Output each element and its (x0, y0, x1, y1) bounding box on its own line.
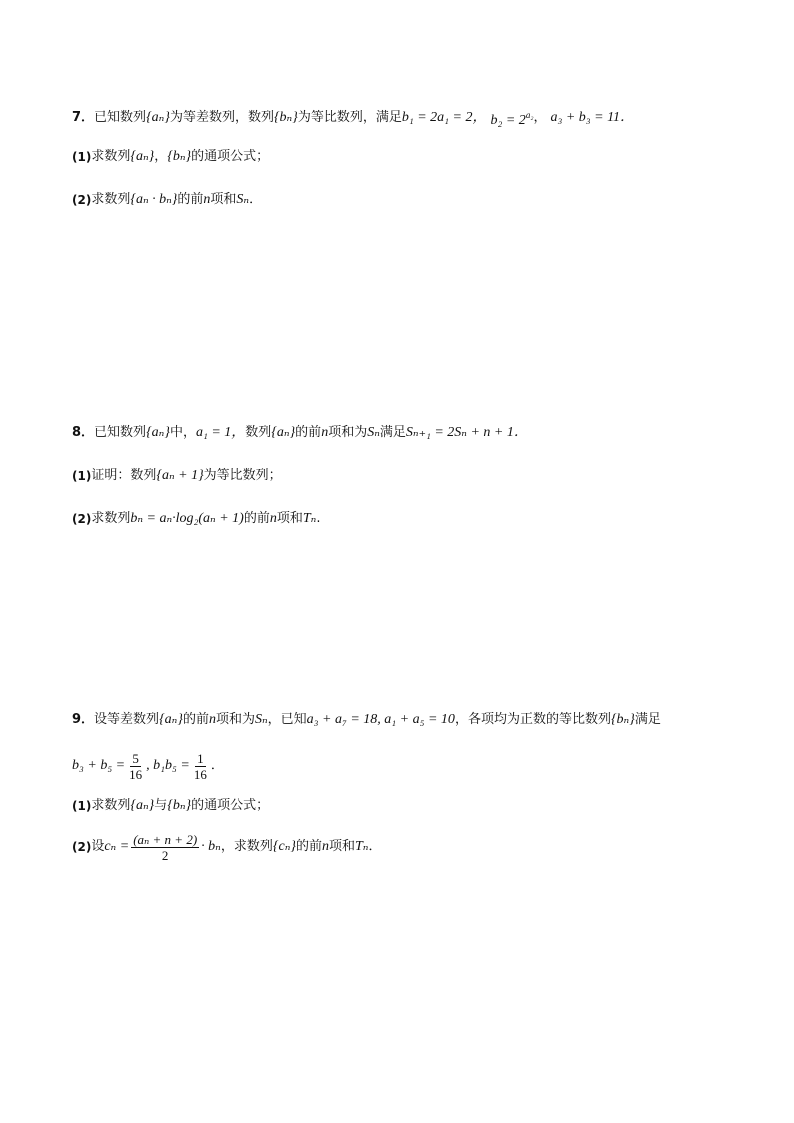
q9-part2-mult: · bₙ (201, 839, 221, 854)
q7-part1-seq-a: {aₙ} (130, 149, 155, 164)
q7-part2-text-b: 的前 (177, 192, 204, 207)
q9-part2-tn: Tₙ (355, 839, 369, 854)
q9-part1-text-c: 的通项公式； (191, 798, 270, 813)
q8-part2-n: n (269, 511, 277, 526)
q9-part2-numerator: (aₙ + n + 2) (133, 831, 198, 847)
q8-number: 8． (72, 425, 95, 440)
q9-part2-cn: cₙ = (104, 839, 130, 854)
q9-sn: Sₙ (254, 712, 268, 727)
q7-eq1: b₁ = 2a₁ = 2， (401, 110, 487, 125)
q9-stem-text-c: 项和为 (215, 712, 255, 727)
q7-part1-text-a: 求数列 (91, 149, 131, 164)
q9-stem-text-e: ，各项均为正数的等比数列 (454, 712, 611, 727)
q8-sn: Sₙ (367, 425, 380, 440)
q8-part1-label: (1) (72, 469, 92, 483)
q7-part1-text-b: ， (154, 149, 168, 164)
q8-seq-a-2: {aₙ} (271, 425, 296, 440)
q8-stem-text-d: 的前 (295, 425, 322, 440)
q8-n: n (321, 425, 329, 440)
q8-part1-text-a: 证明：数列 (91, 468, 157, 483)
q8-stem-text-e: 项和为 (328, 425, 368, 440)
q8-part2-label: (2) (72, 512, 92, 526)
q8-part1-seq: {aₙ + 1} (156, 468, 204, 483)
q7-eq2: $b_2 = 2^{a_2}$ (490, 110, 534, 128)
q9-cond2-mid: , b₁b₅ = (146, 758, 190, 773)
q8-stem-text-a: 已知数列 (94, 425, 147, 440)
q9-cond-end: ． (210, 758, 224, 773)
q7-seq-a: {aₙ} (146, 110, 170, 125)
q8-cond1: a₁ = 1， (195, 425, 246, 440)
q9-cond1: a₃ + a₇ = 18, a₁ + a₅ = 10 (306, 712, 455, 727)
q9-seq-a: {aₙ} (159, 712, 183, 727)
q8-part2 (72, 510, 320, 528)
q9-part2-seq-c: {cₙ} (272, 839, 296, 854)
q8-stem-text-c: 数列 (245, 425, 272, 440)
q9-part2-end: ． (368, 839, 382, 854)
q9-n: n (208, 712, 216, 727)
q7-part1-label: (1) (72, 150, 92, 164)
q7-part1 (72, 148, 269, 166)
q9-stem-text-f: 满足 (634, 712, 661, 727)
q8-seq-a: {aₙ} (146, 425, 170, 440)
q9-stem-text-d: ，已知 (267, 712, 307, 727)
q7-stem-text-a: 已知数列 (94, 110, 147, 125)
q7-part2-seq-ab: {aₙ · bₙ} (130, 192, 178, 207)
q8-part2-text-b: 的前 (243, 511, 270, 526)
q7-stem-text-c: 为等比数列，满足 (297, 110, 402, 125)
q7-part1-text-c: 的通项公式； (191, 149, 270, 164)
q9-number: 9． (72, 712, 95, 727)
q9-part2-text-b: ，求数列 (220, 839, 273, 854)
q9-part2-label: (2) (72, 840, 92, 854)
q9-part2-denominator: 2 (161, 847, 169, 863)
q9-cond2-fraction (127, 751, 144, 782)
q8-part2-tn: Tₙ (302, 511, 317, 526)
q7-part2-end: ． (249, 192, 263, 207)
q9-cond3-numerator: 1 (197, 750, 204, 766)
q9-part2-text-c: 的前 (295, 839, 322, 854)
q9-part1-seq-a: {aₙ} (130, 798, 155, 813)
q9-part1-text-b: 与 (154, 798, 168, 813)
q9-stem-text-a: 设等差数列 (94, 712, 160, 727)
q8-part2-formula: bₙ = aₙ·log₂(aₙ + 1) (130, 511, 244, 526)
q7-number: 7． (72, 110, 95, 125)
q8-stem (72, 424, 528, 442)
q8-stem-text-f: 满足 (379, 425, 406, 440)
q7-eq2-sep: ， (533, 110, 547, 125)
q7-part2 (72, 191, 262, 209)
q8-stem-text-b: 中， (169, 425, 196, 440)
q9-cond3-fraction (192, 751, 209, 782)
q8-cond2: Sₙ₊₁ = 2Sₙ + n + 1． (405, 425, 528, 440)
q8-part2-text-a: 求数列 (91, 511, 131, 526)
q7-seq-b: {bₙ} (273, 110, 298, 125)
q9-part2-text-a: 设 (91, 839, 105, 854)
q7-part2-sn: Sₙ (236, 192, 250, 207)
q9-part1 (72, 797, 269, 815)
q9-conditions (72, 750, 224, 782)
q7-part2-n: n (203, 192, 211, 207)
q8-part1 (72, 467, 282, 485)
q7-eq3: a₃ + b₃ = 11． (550, 110, 635, 125)
q7-stem (72, 106, 634, 130)
q7-part1-seq-b: {bₙ} (167, 149, 192, 164)
q9-stem-text-b: 的前 (182, 712, 209, 727)
q9-part2-fraction (131, 832, 199, 863)
q9-part2-text-d: 项和 (328, 839, 355, 854)
q9-part2 (72, 830, 381, 864)
q7-part2-label: (2) (72, 193, 92, 207)
q9-part1-label: (1) (72, 799, 92, 813)
q9-part1-text-a: 求数列 (91, 798, 131, 813)
q9-stem (72, 711, 661, 729)
q7-stem-text-b: 为等差数列，数列 (169, 110, 274, 125)
q9-cond2-left: b₃ + b₅ = (72, 758, 126, 773)
q8-part2-text-c: 项和 (276, 511, 303, 526)
q9-seq-b: {bₙ} (610, 712, 635, 727)
q9-part1-seq-b: {bₙ} (167, 798, 192, 813)
q9-cond2-denominator: 16 (129, 766, 143, 782)
q9-cond2-numerator: 5 (132, 750, 139, 766)
q7-part2-text-c: 项和 (210, 192, 237, 207)
q9-cond3-denominator: 16 (193, 766, 207, 782)
q7-part2-text-a: 求数列 (91, 192, 131, 207)
q9-part2-n: n (321, 839, 329, 854)
q8-part2-end: . (316, 511, 321, 526)
q8-part1-text-b: 为等比数列； (203, 468, 282, 483)
